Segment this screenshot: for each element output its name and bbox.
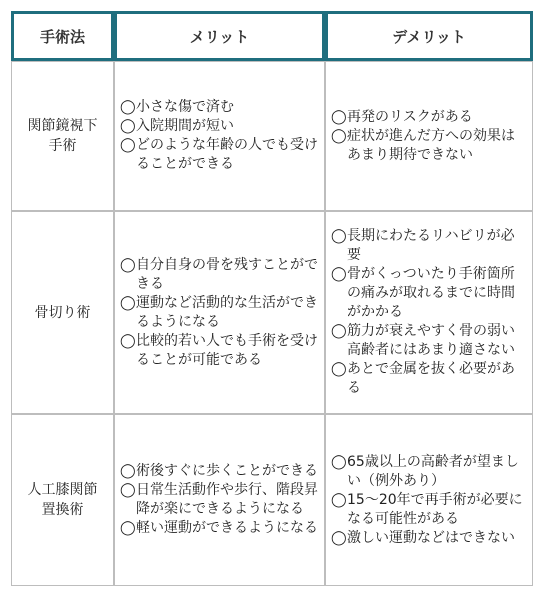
bullet-circle-icon: ◯	[120, 294, 136, 311]
list-item: ◯ 自分自身の骨を残すことができる	[120, 256, 318, 292]
list-item: ◯ 症状が進んだ方への効果はあまり期待できない	[331, 127, 515, 163]
list-item: ◯ 65歳以上の高齢者が望ましい（例外あり）	[331, 453, 519, 489]
row-3-merits	[114, 414, 325, 586]
row-1-merits	[114, 61, 325, 211]
list-item: ◯ どのような年齢の人でも受けることができる	[120, 137, 318, 172]
bullet-circle-icon: ◯	[331, 228, 347, 244]
list-item: ◯ 筋力が衰えやすく骨の弱い高齢者にはあまり適さない	[331, 323, 515, 358]
row-2-merits	[114, 211, 325, 414]
bullet-circle-icon: ◯	[120, 137, 136, 153]
row-3-method	[11, 414, 114, 586]
surgery-comparison-table	[11, 11, 533, 586]
bullet-circle-icon: ◯	[331, 453, 347, 470]
list-item: ◯ 運動など活動的な生活ができるようになる	[120, 294, 318, 330]
header-method: 手術法	[11, 11, 114, 61]
bullet-circle-icon: ◯	[331, 108, 347, 125]
method-line: 骨切り術	[34, 304, 91, 321]
method-line: 関節鏡視下	[27, 118, 98, 134]
list-item: ◯ 激しい運動などはできない	[331, 529, 515, 546]
method-line: 人工膝関節	[27, 482, 98, 498]
row-2-method	[11, 211, 114, 414]
bullet-circle-icon: ◯	[331, 266, 347, 282]
bullet-circle-icon: ◯	[120, 482, 136, 498]
bullet-circle-icon: ◯	[120, 118, 136, 134]
row-1-demerits	[325, 61, 533, 211]
bullet-circle-icon: ◯	[331, 323, 347, 339]
list-item: ◯ 術後すぐに歩くことができる	[120, 463, 318, 479]
list-item: ◯ あとで金属を抜く必要がある	[331, 361, 515, 396]
method-line: 置換術	[41, 502, 84, 518]
row-3-demerits	[325, 414, 533, 586]
bullet-circle-icon: ◯	[331, 529, 347, 546]
header-demerits: デメリット	[325, 11, 533, 61]
row-2-demerits	[325, 211, 533, 414]
bullet-circle-icon: ◯	[120, 99, 136, 115]
list-item: ◯ 軽い運動ができるようになる	[120, 520, 318, 536]
list-item: ◯ 比較的若い人でも手術を受けることが可能である	[120, 332, 318, 368]
row-1-method	[11, 61, 114, 211]
bullet-circle-icon: ◯	[120, 463, 136, 479]
bullet-circle-icon: ◯	[331, 127, 347, 144]
bullet-circle-icon: ◯	[120, 520, 136, 536]
list-item: ◯ 再発のリスクがある	[331, 108, 473, 125]
list-item: ◯ 15〜20年で再手術が必要になる可能性がある	[331, 491, 523, 527]
list-item: ◯ 日常生活動作や歩行、階段昇降が楽にできるようになる	[120, 482, 318, 517]
list-item: ◯ 小さな傷で済む	[120, 99, 234, 115]
list-item: ◯ 入院期間が短い	[120, 118, 234, 134]
bullet-circle-icon: ◯	[331, 361, 347, 377]
bullet-circle-icon: ◯	[120, 332, 136, 349]
method-line: 手術	[48, 138, 77, 154]
list-item: ◯ 長期にわたるリハビリが必要	[331, 228, 515, 263]
bullet-circle-icon: ◯	[120, 256, 136, 273]
header-merits: メリット	[114, 11, 325, 61]
list-item: ◯ 骨がくっついたり手術箇所の痛みが取れるまでに時間がかかる	[331, 266, 515, 320]
bullet-circle-icon: ◯	[331, 491, 347, 508]
